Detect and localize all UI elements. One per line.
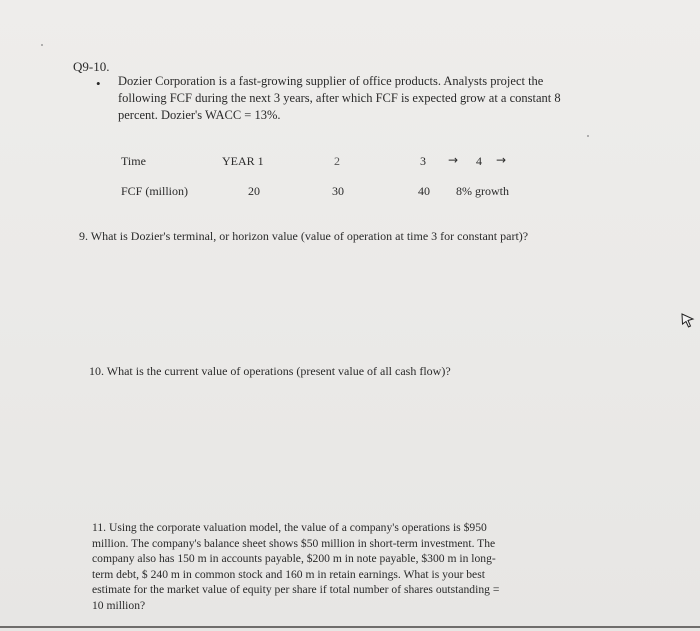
- question-11-line: 10 million?: [92, 598, 146, 612]
- question-10: 10. What is the current value of operations (present value of all cash flow)?: [89, 364, 451, 378]
- intro-line: following FCF during the next 3 years, after which FCF is expected grow at a constant 8: [118, 91, 561, 105]
- fcf-year-2: 30: [332, 184, 344, 198]
- intro-line: percent. Dozier's WACC = 13%.: [118, 108, 281, 122]
- year-3-header: 3: [420, 154, 426, 168]
- fcf-label: FCF (million): [121, 184, 189, 198]
- question-11-line: 11. Using the corporate valuation model, the value of a company's operations is $950: [92, 521, 487, 534]
- bullet-icon: •: [96, 76, 101, 91]
- question-11-line: term debt, $ 240 m in common stock and 160 m in retain earnings. What is your best: [92, 567, 485, 581]
- page-bottom-edge: [0, 626, 700, 628]
- year-4-header: 4: [476, 154, 482, 168]
- speck: [41, 44, 43, 46]
- arrow-right-icon: →: [448, 153, 459, 167]
- fcf-year-1: 20: [248, 184, 260, 198]
- year-2-header: 2: [334, 154, 340, 168]
- question-11: [92, 520, 582, 614]
- question-9: 9. What is Dozier's terminal, or horizon value (value of operation at time 3 for constant part)?: [79, 229, 529, 243]
- question-11-line: estimate for the market value of equity per share if total number of shares outstanding =: [92, 583, 500, 597]
- speck: [587, 135, 589, 137]
- question-11-line: company also has 150 m in accounts payable, $200 m in note payable, $300 m in long-: [92, 552, 496, 566]
- mouse-pointer-icon: [681, 313, 695, 329]
- intro-paragraph: [118, 73, 598, 124]
- time-label: Time: [121, 154, 146, 168]
- fcf-year-3: 40: [418, 184, 430, 198]
- intro-line: Dozier Corporation is a fast-growing supplier of office products. Analysts project the: [118, 74, 544, 88]
- question-11-line: million. The company's balance sheet shows $50 million in short-term investment. The: [92, 536, 496, 550]
- year-1-header: YEAR 1: [222, 154, 264, 168]
- growth-rate: 8% growth: [456, 184, 509, 198]
- arrow-right-icon: →: [496, 153, 507, 167]
- question-header: Q9-10.: [73, 59, 110, 74]
